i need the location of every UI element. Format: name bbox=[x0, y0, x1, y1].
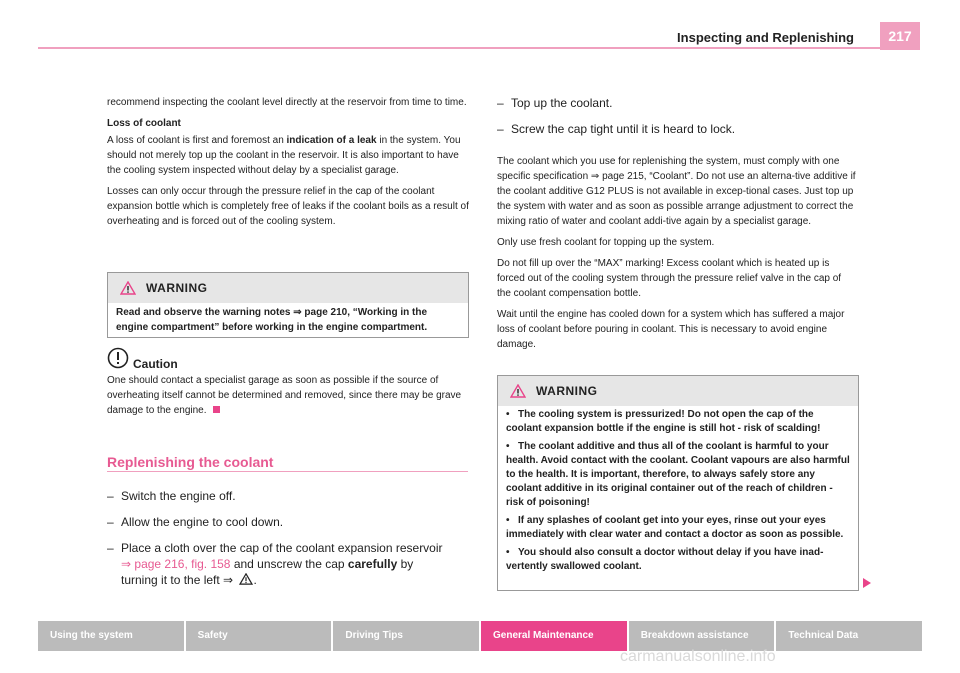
right-column-text bbox=[497, 154, 857, 358]
warning-box-right bbox=[497, 375, 859, 591]
fresh-coolant-paragraph: Only use fresh coolant for topping up the system. bbox=[497, 237, 715, 248]
fig-158-link[interactable]: ⇒ page 216, fig. 158 bbox=[121, 557, 231, 571]
warning-triangle-icon bbox=[120, 281, 136, 295]
warning-item: • You should also consult a doctor without delay if you have inad-vertently swallowed coolant. bbox=[506, 547, 824, 572]
loss-heading: Loss of coolant bbox=[107, 118, 181, 129]
footer-nav bbox=[38, 621, 922, 651]
tab-breakdown-assistance[interactable]: Breakdown assistance bbox=[629, 621, 775, 651]
tab-general-maintenance[interactable]: General Maintenance bbox=[481, 621, 627, 651]
warning-item: • The coolant additive and thus all of the coolant is harmful to your health. Avoid contact with the coolant. Coolant vapours are also harmful to the health. It is important, therefore, to always safely store any coolant additive in its original container out of the reach of children - risk of poisoning! bbox=[506, 441, 850, 508]
warning-list bbox=[498, 406, 858, 582]
left-column bbox=[107, 95, 469, 235]
step-cool-down: – Allow the engine to cool down. bbox=[107, 515, 284, 529]
loss-paragraph-2: Losses can only occur through the pressure relief in the cap of the coolant expansion bottle which is completely free of leaks if the coolant boils as a result of overheating and is forced out of the cooling system. bbox=[107, 186, 469, 227]
tab-safety[interactable]: Safety bbox=[186, 621, 332, 651]
page-number: 217 bbox=[880, 22, 920, 50]
tab-using-the-system[interactable]: Using the system bbox=[38, 621, 184, 651]
warning-box-left bbox=[107, 272, 469, 338]
warning-header bbox=[108, 273, 468, 303]
next-page-arrow-icon[interactable] bbox=[862, 576, 872, 594]
section-rule bbox=[107, 471, 468, 472]
step-top-up: – Top up the coolant. bbox=[497, 96, 613, 110]
warning-text: Read and observe the warning notes ⇒ page 210, “Working in the engine compartment” before working in the engine compartment. bbox=[116, 307, 428, 333]
tab-technical-data[interactable]: Technical Data bbox=[776, 621, 922, 651]
coolant-spec-paragraph: The coolant which you use for replenishing the system, must comply with one specific specification ⇒ page 215, “Coolant”. Do not use an alterna-tive additive if the coolant additive G12 PLUS is not available in excep-tional cases. Just top up the system with water and as soon as possible arrange adjustment to correct the mixing ratio of water and coolant addi-tive again by a specialist garage. bbox=[497, 156, 856, 227]
intro-text: recommend inspecting the coolant level directly at the reservoir from time to time. bbox=[107, 97, 467, 108]
watermark: carmanualsonline.info bbox=[620, 648, 776, 665]
end-of-section-marker bbox=[213, 406, 220, 413]
header-rule bbox=[38, 47, 880, 49]
caution-text-block bbox=[107, 373, 469, 418]
loss-paragraph-1: A loss of coolant is first and foremost an indication of a leak in the system. You should not merely top up the coolant in the reservoir. It is also important to have the cooling system inspected without delay by a specialist garage. bbox=[107, 135, 461, 176]
warning-triangle-icon bbox=[510, 384, 526, 398]
warning-header bbox=[498, 376, 858, 406]
caution-text: One should contact a specialist garage as soon as possible if the source of overheating itself cannot be determined and removed, since there may be grave damage to the engine. bbox=[107, 375, 462, 416]
warning-title: WARNING bbox=[536, 384, 598, 398]
step-place-cloth: – Place a cloth over the cap of the coolant expansion reservoir ⇒ page 216, fig. 158 and unscrew the cap carefully by turning it to the left ⇒ . bbox=[107, 541, 443, 587]
max-marking-paragraph: Do not fill up over the “MAX” marking! Excess coolant which is heated up is forced out of the cooling system through the pressure relief valve in the cap of the coolant compensation bottle. bbox=[497, 258, 842, 299]
wait-cooled-paragraph: Wait until the engine has cooled down for a system which has suffered a major loss of coolant before pouring in coolant. This is necessary to avoid engine damage. bbox=[497, 309, 845, 350]
tab-driving-tips[interactable]: Driving Tips bbox=[333, 621, 479, 651]
warning-title: WARNING bbox=[146, 281, 208, 295]
page-header-title: Inspecting and Replenishing bbox=[677, 30, 854, 45]
caution-title: Caution bbox=[133, 357, 178, 371]
warning-item: • The cooling system is pressurized! Do not open the cap of the coolant expansion bottle if the engine is still hot - risk of scalding! bbox=[506, 409, 821, 434]
step-screw-cap: – Screw the cap tight until it is heard to lock. bbox=[497, 122, 736, 136]
warning-item: • If any splashes of coolant get into your eyes, rinse out your eyes immediately with clear water and contact a doctor as soon as possible. bbox=[506, 515, 844, 540]
section-heading: Replenishing the coolant bbox=[107, 454, 274, 470]
caution-icon bbox=[107, 347, 129, 374]
step-switch-off: – Switch the engine off. bbox=[107, 489, 236, 503]
warning-reference-icon[interactable] bbox=[239, 573, 253, 585]
